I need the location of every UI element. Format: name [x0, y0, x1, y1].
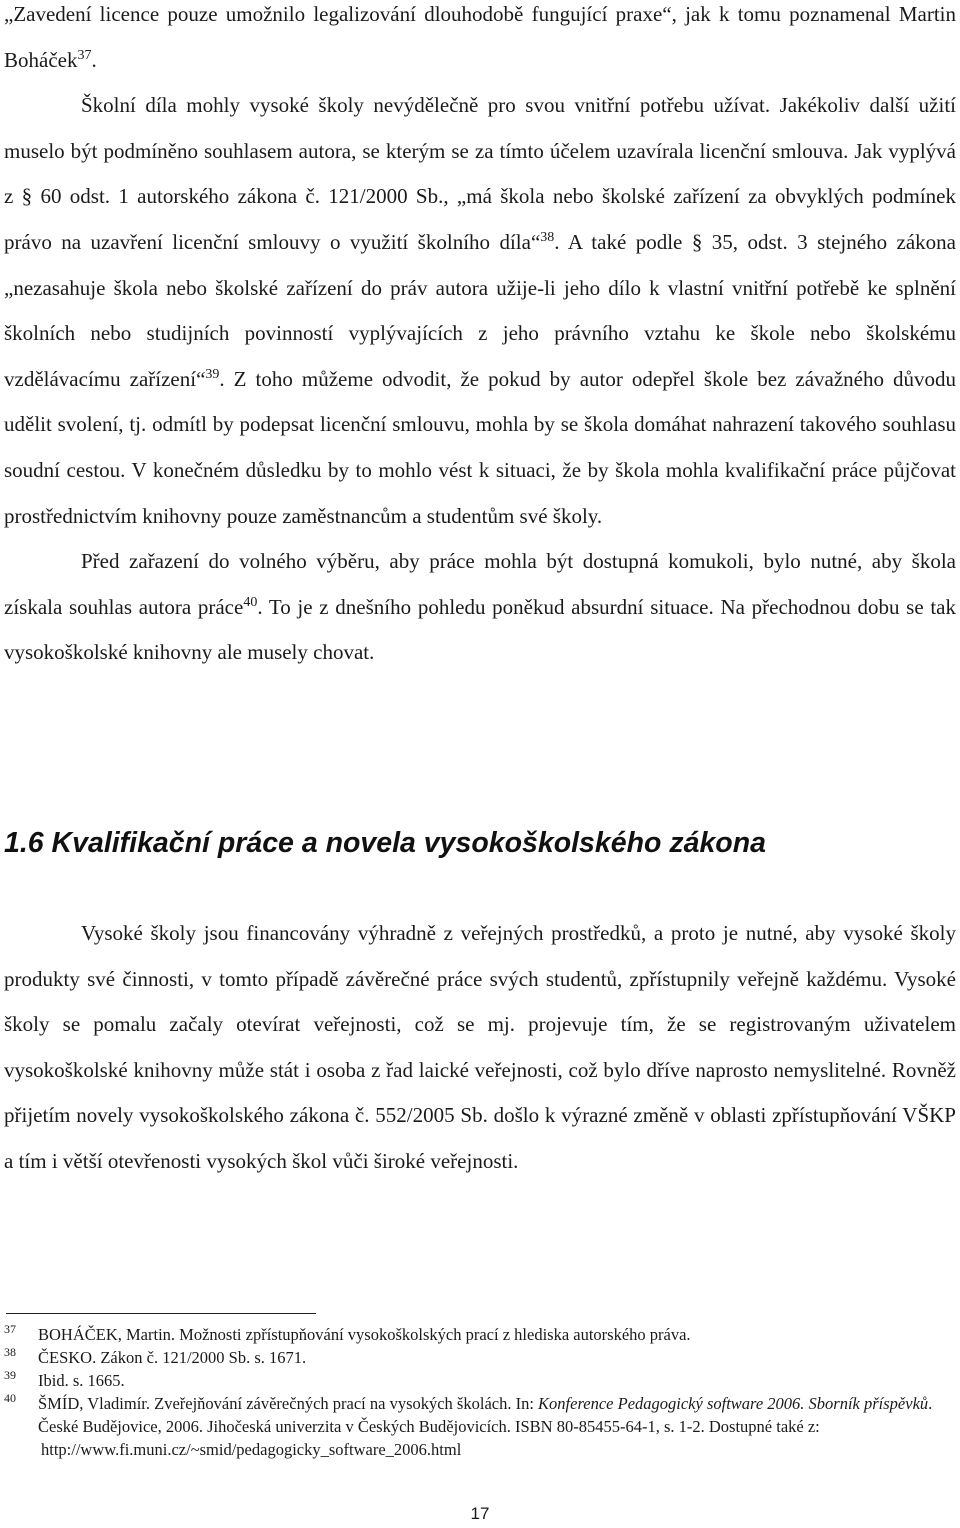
footnote-37 — [0, 1323, 940, 1346]
page-number: 17 — [470, 1504, 490, 1523]
footnote-ref-38[interactable]: 38 — [540, 229, 555, 245]
section-heading: 1.6 Kvalifikační práce a novela vysokoškolského zákona — [4, 827, 766, 859]
footnote-ref-40[interactable]: 40 — [243, 594, 258, 610]
footnote-url[interactable]: http://www.fi.muni.cz/~smid/pedagogicky_software_2006.html — [41, 1440, 462, 1459]
footnotes — [0, 1323, 940, 1461]
body-text-bottom — [4, 911, 956, 1185]
footnote-number: 39 — [4, 1368, 16, 1382]
footnote-divider — [6, 1313, 316, 1314]
body-text-top — [4, 0, 956, 676]
footnote-39 — [0, 1369, 940, 1392]
paragraph-school-works: Školní díla mohly vysoké školy nevýdělečně pro svou vnitřní potřebu užívat. Jakékoliv další užití muselo být podmíněno souhlasem autora, se kterým se za tímto účelem uzavírala licenční smlouva. Jak vyplývá z § 60 odst. 1 autorského zákona č. 121/2000 Sb., „má škola nebo školské zařízení za obvyklých podmínek právo na uzavření licenční smlouvy o využití školního díla“$^{38}$. A také podle § 35, odst. 3 stejného zákona „nezasahuje škola nebo školské zařízení do práv autora užije-li jeho dílo k vlastní vnitřní potřebě ke splnění školních nebo studijních povinností vyplývajících z jeho právního vztahu ke škole nebo školskému vzdělávacímu zařízení“$^{39}$. Z toho můžeme odvodit, že pokud by autor odepřel škole bez závažného důvodu udělit svolení, tj. odmítl by podepsat licenční smlouvu, mohla by se škola domáhat nahrazení takového souhlasu soudní cestou. V konečném důsledku by to mohlo vést k situaci, že by škola mohla kvalifikační práce půjčovat prostřednictvím knihovny pouze zaměstnancům a studentům své školy. — [4, 93, 957, 528]
conference-title: Konference Pedagogický software 2006. Sborník příspěvků — [538, 1394, 929, 1413]
footnote-number: 38 — [4, 1345, 16, 1359]
footnote-text: Ibid. s. 1665. — [38, 1371, 125, 1390]
footnote-text: ŠMÍD, Vladimír. Zveřejňování závěrečných prací na vysokých školách. In: Konference Pedagogický software 2006. Sborník příspěvků. České Budějovice, 2006. Jihočeská univerzita v Českých Budějovicích. ISBN 80-85455-64-1, s. 1-2. Dostupné také z: — [38, 1394, 933, 1436]
footnote-number: 37 — [4, 1322, 16, 1336]
paragraph-text: „Zavedení licence pouze umožnilo legalizování dlouhodobě fungující praxe“, jak k tomu poznamenal Martin Boháček — [4, 2, 956, 72]
footnote-text: ČESKO. Zákon č. 121/2000 Sb. s. 1671. — [38, 1348, 307, 1367]
footnote-38 — [0, 1346, 940, 1369]
paragraph-quote-bohacek: „Zavedení licence pouze umožnilo legalizování dlouhodobě fungující praxe“, jak k tomu poznamenal Martin Boháček$^{37}$. — [4, 2, 956, 72]
footnote-ref-37[interactable]: 37 — [77, 47, 92, 63]
footnote-ref-39[interactable]: 39 — [205, 366, 220, 382]
footnote-text: BOHÁČEK, Martin. Možnosti zpřístupňování vysokoškolských prací z hlediska autorského práva. — [38, 1325, 691, 1344]
footnote-number: 40 — [4, 1391, 16, 1405]
paragraph-free-selection: Před zařazení do volného výběru, aby práce mohla být dostupná komukoli, bylo nutné, aby škola získala souhlas autora práce$^{40}$. To je z dnešního pohledu poněkud absurdní situace. Na přechodnou dobu se tak vysokoškolské knihovny ale musely chovat. — [4, 549, 956, 665]
paragraph-public-funding: Vysoké školy jsou financovány výhradně z veřejných prostředků, a proto je nutné, aby vysoké školy produkty své činnosti, v tomto případě závěrečné práce svých studentů, zpřístupnily veřejně každému. Vysoké školy se pomalu začaly otevírat veřejnosti, což se mj. projevuje tím, že se registrovaným uživatelem vysokoškolské knihovny může stát i osoba z řad laické veřejnosti, což bylo dříve naprosto nemyslitelné. Rovněž přijetím novely vysokoškolského zákona č. 552/2005 Sb. došlo k výrazné změně v oblasti zpřístupňování VŠKP a tím i větší otevřenosti vysokých škol vůči široké veřejnosti. — [4, 921, 956, 1173]
footnote-40 — [0, 1392, 940, 1461]
